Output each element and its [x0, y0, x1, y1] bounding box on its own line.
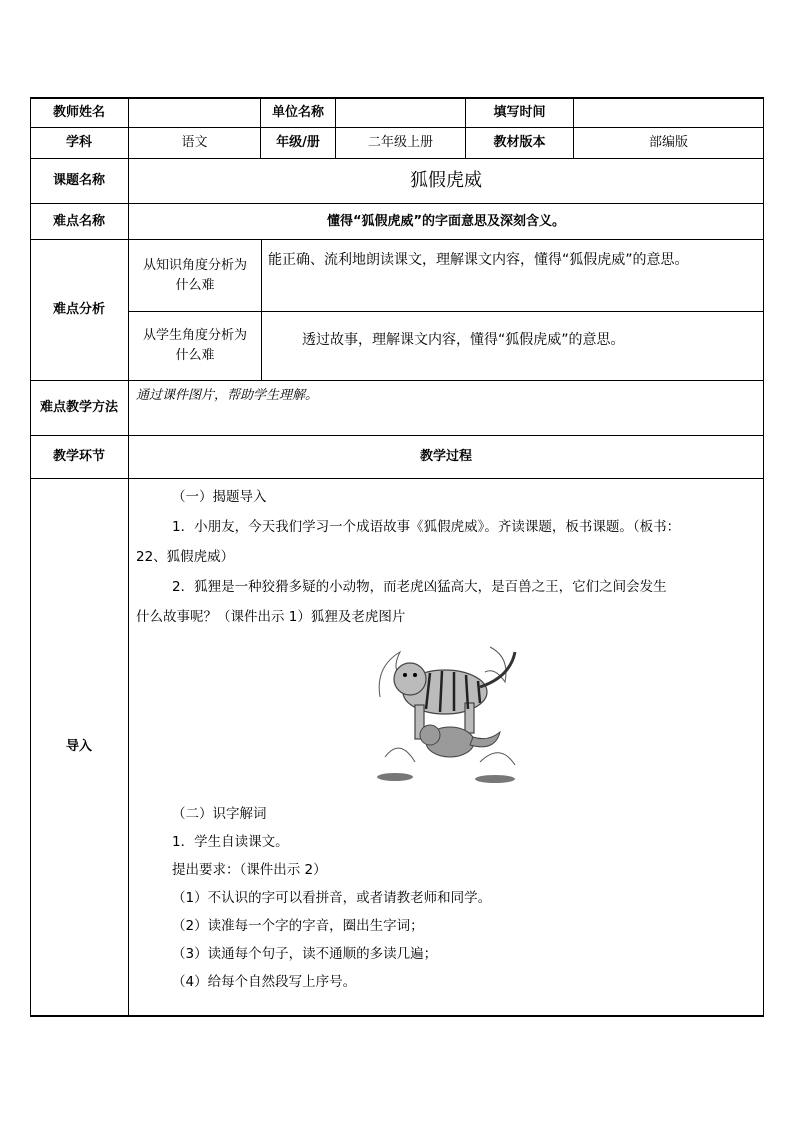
grade-value: 二年级上册: [367, 135, 433, 150]
difficulty-label: 难点名称: [52, 213, 105, 229]
paragraph-1-line-1: 1．小朋友，今天我们学习一个成语故事《狐假虎威》。齐读课题，板书课题。（板书：: [172, 519, 681, 535]
knowledge-angle-label: [129, 240, 261, 311]
requirements-heading: 提出要求：（课件出示 2）: [172, 862, 327, 878]
fill-date-field[interactable]: [574, 97, 763, 128]
requirement-2: （2）读准每一个字的字音，圈出生字词；: [172, 918, 424, 934]
student-angle-label-line1: 从学生角度分析为: [142, 328, 247, 343]
requirement-1: （1）不认识的字可以看拼音，或者请教老师和同学。: [172, 890, 492, 906]
edition-label: 教材版本: [493, 135, 546, 150]
stage-intro-label: 导入: [65, 739, 92, 754]
unit-name-field[interactable]: [336, 97, 465, 128]
requirement-3: （3）读通每个句子，读不通顺的多读几遍；: [172, 946, 438, 962]
teacher-name-label: 教师姓名: [52, 104, 105, 120]
section-heading-vocab: （二）识字解词: [172, 806, 267, 822]
knowledge-angle-label-line2: 什么难: [175, 277, 215, 293]
knowledge-angle-value: 能正确、流利地朗读课文，理解课文内容，懂得“狐假虎威”的意思。: [268, 252, 689, 268]
step-self-read: 1．学生自读课文。: [172, 834, 289, 850]
subject-label: 学科: [65, 135, 92, 150]
requirement-4: （4）给每个自然段写上序号。: [172, 974, 357, 990]
lesson-title-label: 课题名称: [52, 173, 105, 188]
tiger-and-fox-illustration: [370, 637, 525, 787]
teaching-method-value: 通过课件图片，帮助学生理解。: [136, 388, 319, 403]
section-heading-intro: （一）揭题导入: [172, 489, 267, 505]
difficulty-value: 懂得“狐假虎威”的字面意思及深刻含义。: [326, 213, 566, 229]
teacher-name-field[interactable]: [129, 97, 260, 128]
teaching-stage-header: 教学环节: [52, 449, 105, 464]
fill-date-label: 填写时间: [493, 104, 546, 120]
paragraph-2-line-1: 2．狐狸是一种狡猾多疑的小动物，而老虎凶猛高大，是百兽之王，它们之间会发生: [172, 579, 667, 595]
grade-label: 年级/册: [276, 135, 320, 150]
knowledge-angle-label-line1: 从知识角度分析为: [142, 257, 247, 273]
unit-name-label: 单位名称: [271, 104, 324, 120]
difficulty-analysis-label: 难点分析: [52, 302, 105, 317]
teaching-process-header: 教学过程: [419, 449, 472, 464]
student-angle-label-line2: 什么难: [175, 348, 215, 363]
paragraph-1-line-2: 22、狐假虎威）: [136, 549, 235, 565]
paragraph-2-line-2: 什么故事呢？（课件出示 1）狐狸及老虎图片: [136, 609, 406, 625]
student-angle-label: [129, 312, 261, 380]
lesson-plan-table: [30, 97, 764, 1017]
subject-value: 语文: [181, 135, 208, 150]
edition-value: 部编版: [648, 135, 688, 150]
teaching-method-label: 难点教学方法: [39, 400, 118, 415]
student-angle-value: 透过故事，理解课文内容，懂得“狐假虎威”的意思。: [302, 332, 625, 348]
lesson-title: 狐假虎威: [410, 170, 482, 191]
